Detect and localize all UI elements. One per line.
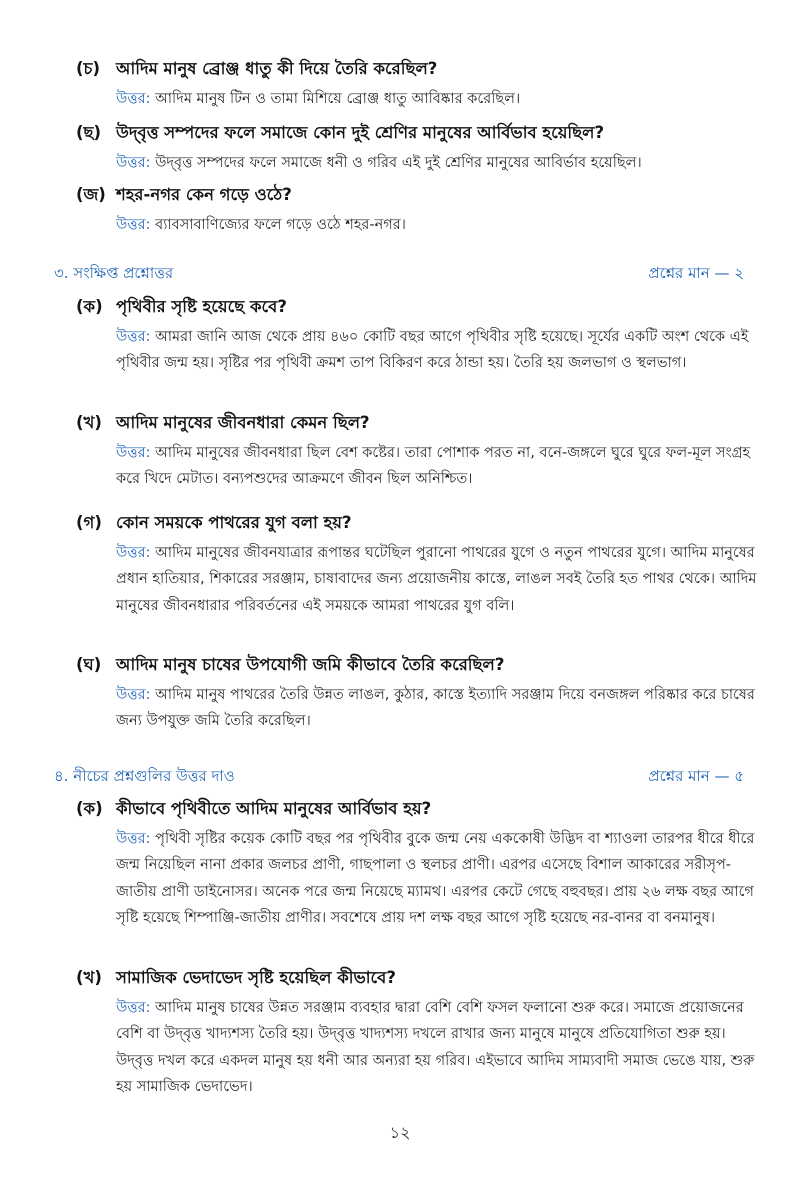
section-title: ৩. সংক্ষিপ্ত প্রশ্নোত্তর <box>54 264 174 282</box>
answer <box>116 682 760 735</box>
question-text: উদ্‌বৃত্ত সম্পদের ফলে সমাজে কোন দুই শ্রেণির মানুষের আর্বিভাব হয়েছিল? <box>116 123 605 142</box>
qa-item-ja <box>76 182 760 238</box>
answer-text: উদ্‌বৃত্ত সম্পদের ফলে সমাজে ধনী ও গরিব এই দুই শ্রেণির মানুষের আবির্ভাব হয়েছিল। <box>155 155 642 171</box>
question-label: (ক) <box>76 799 103 818</box>
question-text: সামাজিক ভেদাভেদ সৃষ্টি হয়েছিল কীভাবে? <box>116 968 396 987</box>
question-text: কোন সময়কে পাথরের যুগ বলা হয়? <box>116 513 352 532</box>
qa-item-chha <box>76 120 760 176</box>
answer-text: ব্যাবসাবাণিজ্যের ফলে গড়ে ওঠে শহর-নগর। <box>155 217 406 233</box>
qa-item-3-ga <box>76 510 760 619</box>
question-label: (খ) <box>76 968 102 987</box>
page-number: ১২ <box>389 1123 411 1142</box>
answer-text: আদিম মানুষ টিন ও তামা মিশিয়ে ব্রোঞ্জ ধাতু আবিষ্কার করেছিল। <box>155 91 521 107</box>
qa-item-4-kha <box>76 965 760 1101</box>
section-title: ৪. নীচের প্রশ্নগুলির উত্তর দাও <box>54 767 235 785</box>
answer-text: আদিম মানুষ পাথরের তৈরি উন্নত লাঙল, কুঠার, কাস্তে ইত্যাদি সরঞ্জাম দিয়ে বনজঙ্গল পরিষ্কার করে চাষের জন্য উপযুক্ত জমি তৈরি করেছিল। <box>116 687 755 730</box>
answer-text: আদিম মানুষের জীবনযাত্রার রূপান্তর ঘটেছিল পুরানো পাথরের যুগে ও নতুন পাথরের যুগে। আদিম মানুষের প্রধান হাতিয়ার, শিকারের সরঞ্জাম, চাষাবাদের জন্য প্রয়োজনীয় কাস্তে, লাঙল সবই তৈরি হত পাথর থেকে। আদিম মানুষের জীবনধারার পরিবর্তনের এই সময়কে আমরা পাথরের যুগ বলি। <box>116 545 757 614</box>
section-marks: প্রশ্নের মান — ৫ <box>648 767 744 785</box>
question-text: কীভাবে পৃথিবীতে আদিম মানুষের আর্বিভাব হয়? <box>116 799 432 818</box>
section-4-header <box>54 765 744 787</box>
question <box>76 652 760 678</box>
answer <box>116 826 760 932</box>
answer-key: উত্তর: <box>116 155 151 171</box>
answer-key: উত্তর: <box>116 329 151 345</box>
answer <box>116 150 760 176</box>
answer-key: উত্তর: <box>116 687 151 703</box>
answer-key: উত্তর: <box>116 445 151 461</box>
question <box>76 120 760 146</box>
answer-text: পৃথিবী সৃষ্টির কয়েক কোটি বছর পর পৃথিবীর বুকে জন্ম নেয় এককোষী উদ্ভিদ বা শ্যাওলা তারপর ধীরে ধীরে জন্ম নিয়েছিল নানা প্রকার জলচর প্রাণী, গাছপালা ও স্থলচর প্রাণী। এরপর এসেছে বিশাল আকারের সরীসৃপ-জাতীয় প্রাণী ডাইনোসর। অনেক পরে জন্ম নিয়েছে ম্যামথ। এরপর কেটে গেছে বহুবছর। প্রায় ২৬ লক্ষ বছর আগে সৃষ্টি হয়েছে শিম্পাঞ্জি-জাতীয় প্রাণীর। সবশেষে প্রায় দশ লক্ষ বছর আগে সৃষ্টি হয়েছে নর-বানর বা বনমানুষ। <box>116 831 755 927</box>
question <box>76 965 760 991</box>
answer-key: উত্তর: <box>116 545 151 561</box>
answer <box>116 324 760 377</box>
question-text: শহর-নগর কেন গড়ে ওঠে? <box>116 185 292 204</box>
question-text: আদিম মানুষ চাষের উপযোগী জমি কীভাবে তৈরি করেছিল? <box>116 655 505 674</box>
question-text: পৃথিবীর সৃষ্টি হয়েছে কবে? <box>116 297 287 316</box>
question-label: (ক) <box>76 297 103 316</box>
section-3-header <box>54 262 744 284</box>
qa-item-3-gha <box>76 652 760 735</box>
question <box>76 294 760 320</box>
answer-key: উত্তর: <box>116 1000 151 1016</box>
question-text: আদিম মানুষ ব্রোঞ্জ ধাতু কী দিয়ে তৈরি করেছিল? <box>116 59 438 78</box>
question <box>76 182 760 208</box>
question-label: (ঘ) <box>76 655 102 674</box>
answer-key: উত্তর: <box>116 217 151 233</box>
section-marks: প্রশ্নের মান — ২ <box>648 264 744 282</box>
answer-text: আদিম মানুষ চাষের উন্নত সরঞ্জাম ব্যবহার দ্বারা বেশি বেশি ফসল ফলানো শুরু করে। সমাজে প্রয়োজনের বেশি বা উদ্‌বৃত্ত খাদ্যশস্য তৈরি হয়। উদ্‌বৃত্ত খাদ্যশস্য দখলে রাখার জন্য মানুষে মানুষে প্রতিযোগিতা শুরু হয়। উদ্‌বৃত্ত দখল করে একদল মানুষ হয় ধনী আর অন্যরা হয় গরিব। এইভাবে আদিম সাম্যবাদী সমাজ ভেঙে যায়, শুরু হয় সামাজিক ভেদাভেদ। <box>116 1000 755 1096</box>
answer <box>116 212 760 238</box>
question <box>76 510 760 536</box>
answer-key: উত্তর: <box>116 831 151 847</box>
answer <box>116 995 760 1101</box>
answer-key: উত্তর: <box>116 91 151 107</box>
question-label: (চ) <box>76 59 100 78</box>
question-label: (ছ) <box>76 123 102 142</box>
answer <box>116 440 760 493</box>
answer-text: আদিম মানুষের জীবনধারা ছিল বেশ কষ্টের। তারা পোশাক পরত না, বনে-জঙ্গলে ঘুরে ঘুরে ফল-মূল সংগ্রহ করে খিদে মেটাত। বন্যপশুদের আক্রমণে জীবন ছিল অনিশ্চিত। <box>116 445 751 488</box>
answer <box>116 86 760 112</box>
qa-item-3-ka <box>76 294 760 377</box>
question-label: (জ) <box>76 185 106 204</box>
question <box>76 796 760 822</box>
answer <box>116 540 760 619</box>
question <box>76 56 760 82</box>
question-label: (খ) <box>76 413 102 432</box>
question-text: আদিম মানুষের জীবনধারা কেমন ছিল? <box>116 413 370 432</box>
question <box>76 410 760 436</box>
answer-text: আমরা জানি আজ থেকে প্রায় ৪৬০ কোটি বছর আগে পৃথিবীর সৃষ্টি হয়েছে। সূর্যের একটি অংশ থেকে এই পৃথিবীর জন্ম হয়। সৃষ্টির পর পৃথিবী ক্রমশ তাপ বিকিরণ করে ঠান্ডা হয়। তৈরি হয় জলভাগ ও স্থলভাগ। <box>116 329 749 372</box>
qa-item-cha <box>76 56 760 112</box>
qa-item-3-kha <box>76 410 760 493</box>
qa-item-4-ka <box>76 796 760 932</box>
question-label: (গ) <box>76 513 102 532</box>
